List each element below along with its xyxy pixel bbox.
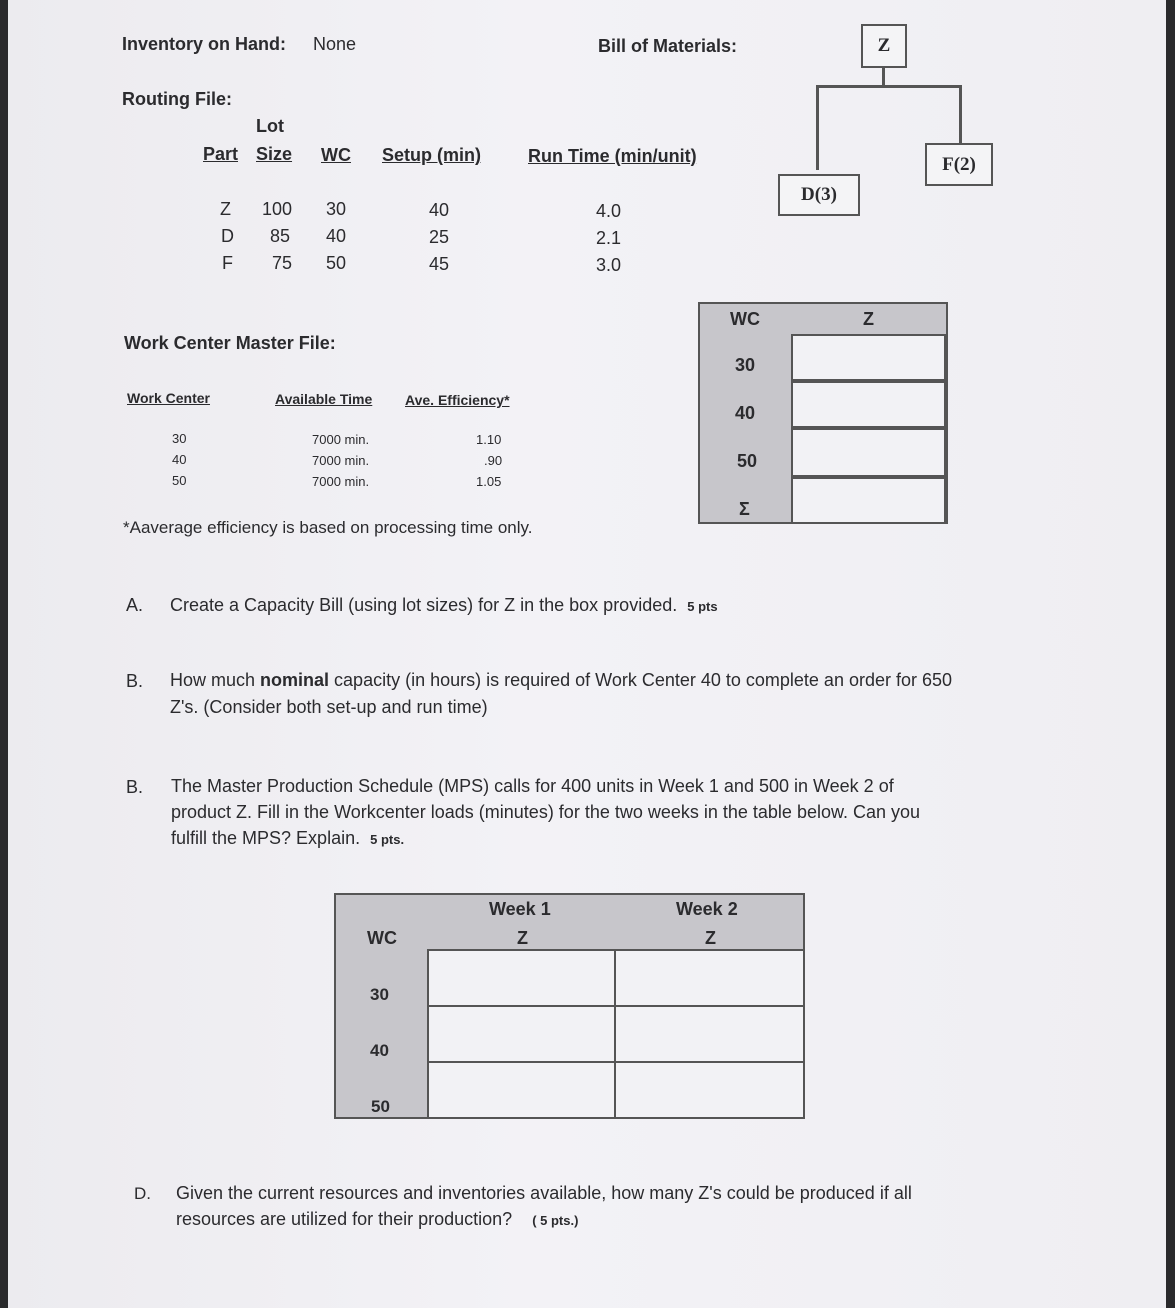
routing-cell: F (222, 253, 233, 273)
question-b1-line1: How much nominal capacity (in hours) is required of Work Center 40 to complete an order for 650 (170, 670, 953, 690)
routing-cell: 100 (262, 199, 293, 219)
capacity-bill-header-wc: WC (730, 309, 760, 329)
question-b1-letter: B. (126, 671, 144, 691)
inventory-label: Inventory on Hand: (122, 34, 287, 54)
question-d-line1: Given the current resources and inventories available, how many Z's could be produced if all (176, 1183, 912, 1203)
mps-row-label: 30 (370, 985, 389, 1004)
routing-header-wc: WC (321, 145, 351, 165)
routing-cell: 50 (326, 253, 347, 273)
wc-master-title: Work Center Master File: (124, 333, 336, 353)
capacity-bill-cell-30[interactable] (791, 334, 946, 381)
mps-cell-30-week1[interactable] (427, 949, 616, 1007)
bom-node-d: D(3) (778, 174, 860, 216)
wc-master-cell: 50 (172, 473, 187, 488)
question-b2-line3: fulfill the MPS? Explain. 5 pts. (171, 828, 405, 848)
wc-master-cell: 1.05 (476, 474, 502, 489)
routing-cell: 2.1 (596, 228, 622, 248)
routing-cell: 3.0 (596, 255, 622, 275)
question-d-letter: D. (134, 1184, 151, 1203)
capacity-bill-row-label: 40 (735, 403, 756, 423)
question-b2-line1: The Master Production Schedule (MPS) calls for 400 units in Week 1 and 500 in Week 2 of (171, 776, 894, 796)
capacity-bill-cell-sum[interactable] (791, 477, 946, 524)
question-b2-letter: B. (126, 777, 144, 797)
routing-cell: 45 (429, 254, 450, 274)
routing-header-runtime: Run Time (min/unit) (528, 146, 697, 166)
capacity-bill-row-label: 30 (735, 355, 756, 375)
mps-cell-40-week1[interactable] (427, 1005, 616, 1063)
routing-cell: 4.0 (596, 201, 622, 221)
routing-cell: 40 (326, 226, 347, 246)
mps-header-week2: Week 2 (676, 899, 738, 919)
routing-lot-label: Lot (256, 116, 284, 136)
bom-node-f: F(2) (925, 143, 993, 186)
routing-cell: 85 (270, 226, 291, 246)
routing-cell: 25 (429, 227, 450, 247)
mps-cell-40-week2[interactable] (614, 1005, 805, 1063)
capacity-bill-row-label: Σ (739, 499, 750, 519)
bom-node-root: Z (861, 24, 907, 68)
capacity-bill-cell-50[interactable] (791, 428, 946, 477)
question-a-letter: A. (126, 595, 144, 615)
wc-master-header-eff: Ave. Efficiency* (405, 392, 510, 408)
mps-header-week2-sub: Z (705, 928, 716, 948)
capacity-bill-row-label: 50 (737, 451, 758, 471)
mps-cell-50-week2[interactable] (614, 1061, 805, 1119)
wc-master-cell: 7000 min. (312, 474, 370, 489)
wc-master-cell: 30 (172, 431, 187, 446)
mps-row-label: 40 (370, 1041, 389, 1060)
wc-master-cell: 7000 min. (312, 432, 370, 447)
mps-row-label: 50 (371, 1097, 390, 1116)
routing-header-part: Part (203, 144, 239, 164)
mps-header-wc: WC (367, 928, 397, 948)
question-a-text: Create a Capacity Bill (using lot sizes) for Z in the box provided. 5 pts (170, 595, 718, 615)
capacity-bill-header-z: Z (863, 309, 874, 329)
routing-cell: 40 (429, 200, 450, 220)
question-b2-line2: product Z. Fill in the Workcenter loads (minutes) for the two weeks in the table below. Can you (171, 802, 921, 822)
routing-header-size: Size (256, 144, 293, 164)
routing-title: Routing File: (122, 89, 232, 109)
routing-cell: Z (220, 199, 231, 219)
mps-header-week1-sub: Z (517, 928, 528, 948)
wc-master-header-center: Work Center (127, 390, 210, 406)
mps-cell-30-week2[interactable] (614, 949, 805, 1007)
routing-header-setup: Setup (min) (382, 145, 481, 165)
inventory-value: None (313, 34, 357, 54)
bom-title: Bill of Materials: (598, 36, 738, 56)
capacity-bill-cell-40[interactable] (791, 381, 946, 428)
worksheet-page (8, 0, 1166, 1308)
mps-cell-50-week1[interactable] (427, 1061, 616, 1119)
mps-header-week1: Week 1 (489, 899, 551, 919)
wc-master-footnote: *Aaverage efficiency is based on processing time only. (123, 518, 533, 537)
routing-cell: 30 (326, 199, 347, 219)
wc-master-cell: 40 (172, 452, 187, 467)
question-b1-line2: Z's. (Consider both set-up and run time) (170, 697, 488, 717)
routing-cell: 75 (272, 253, 293, 273)
wc-master-cell: 7000 min. (312, 453, 370, 468)
wc-master-header-time: Available Time (275, 391, 373, 407)
question-d-line2: resources are utilized for their production? ( 5 pts.) (176, 1209, 579, 1229)
wc-master-cell: .90 (484, 453, 503, 468)
routing-cell: D (221, 226, 234, 246)
wc-master-cell: 1.10 (476, 432, 502, 447)
